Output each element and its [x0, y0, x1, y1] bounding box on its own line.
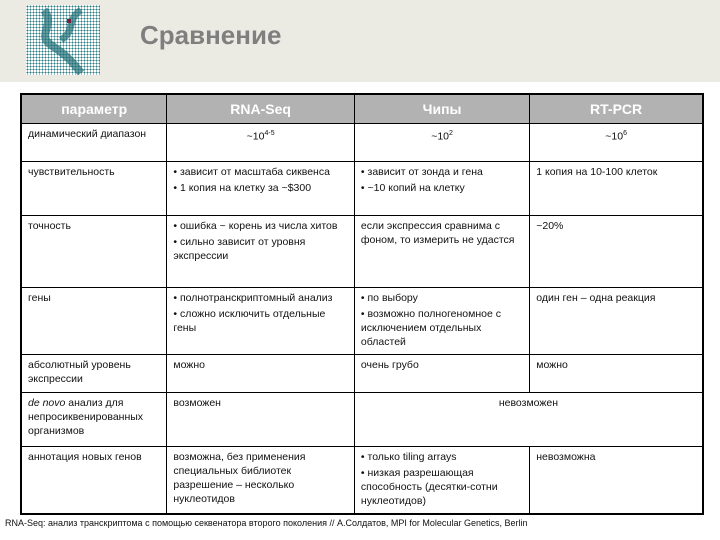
value-base: ~10	[431, 130, 450, 143]
value-exponent: 2	[449, 130, 453, 137]
cell-line: ~20%	[536, 220, 564, 232]
table-cell	[167, 124, 355, 162]
cell-line: • низкая разрешающая способность (десятки-сотни нуклеотидов)	[360, 467, 498, 507]
table-cell	[167, 288, 355, 355]
cell-line: • зависит от масштаба сиквенса	[173, 166, 330, 178]
table-cell	[167, 355, 355, 393]
table-cell	[530, 216, 703, 288]
table-row	[21, 288, 703, 355]
table-cell	[354, 124, 529, 162]
table-row	[21, 447, 703, 515]
header-cell: Чипы	[354, 94, 529, 124]
row-label: динамический диапазон	[21, 124, 167, 162]
label-italic: de novo	[28, 397, 66, 409]
table-cell	[530, 162, 703, 216]
table-cell: возможен	[167, 393, 355, 447]
cell-line: 1 копия на 10-100 клеток	[536, 166, 658, 178]
table-row	[21, 393, 703, 447]
cell-line: один ген – одна реакция	[536, 292, 656, 304]
cell-line: • ошибка ~ корень из числа хитов	[173, 220, 338, 232]
value-base: ~10	[605, 130, 624, 143]
header-cell: параметр	[21, 94, 167, 124]
row-label: чувствительность	[21, 162, 167, 216]
table-row	[21, 355, 703, 393]
table-cell	[167, 216, 355, 288]
cell-line: • полнотранскриптомный анализ	[173, 292, 333, 304]
header-cell: RNA-Seq	[167, 94, 355, 124]
dna-logo-icon	[26, 5, 100, 75]
table-row	[21, 216, 703, 288]
table-cell	[530, 288, 703, 355]
table-cell	[167, 162, 355, 216]
table-cell	[530, 355, 703, 393]
table-cell	[530, 447, 703, 515]
cell-line: если экспрессия сравнима с фоном, то измерить не удастся	[360, 220, 515, 246]
cell-line: можно	[536, 359, 568, 371]
row-label: гены	[21, 288, 167, 355]
cell-line: • сложно исключить отдельные гены	[173, 308, 326, 334]
table-cell	[354, 355, 529, 393]
row-label: точность	[21, 216, 167, 288]
value-exponent: 4-5	[264, 130, 275, 137]
cell-line: • возможно полногеномное с исключением отдельных областей	[360, 308, 502, 348]
footer-citation: RNA-Seq: анализ транскриптома с помощью секвенатора второго поколения // А.Солдатов, MPI for Molecular Genetics, Berlin	[5, 518, 528, 528]
table-row	[21, 162, 703, 216]
table-header-row	[21, 94, 703, 124]
table-cell	[354, 216, 529, 288]
value-base: ~10	[246, 130, 265, 143]
cell-line: • только tiling arrays	[360, 451, 457, 463]
comparison-table	[20, 93, 704, 515]
row-label: абсолютный уровень экспрессии	[21, 355, 167, 393]
cell-line: очень грубо	[360, 359, 419, 371]
label-text: анализ для непросиквенированных организмов	[28, 397, 144, 437]
table-cell	[354, 288, 529, 355]
cell-line: • зависит от зонда и гена	[360, 166, 483, 178]
table-cell	[530, 124, 703, 162]
cell-line: невозможна	[536, 451, 596, 463]
table-row	[21, 124, 703, 162]
cell-line: можно	[173, 359, 205, 371]
table-cell	[354, 162, 529, 216]
row-label: аннотация новых генов	[21, 447, 167, 515]
cell-line: • сильно зависит от уровня экспрессии	[173, 236, 306, 262]
cell-line: • по выбору	[360, 292, 418, 304]
value-exponent: 6	[623, 130, 627, 137]
header-cell: RT-PCR	[530, 94, 703, 124]
row-label	[21, 393, 167, 447]
table-cell	[354, 447, 529, 515]
cell-line: возможна, без применения специальных библиотек разрешение – несколько нуклеотидов	[173, 451, 306, 505]
page-title: Сравнение	[140, 20, 282, 50]
table-cell	[167, 447, 355, 515]
table-cell: невозможен	[354, 393, 703, 447]
cell-line: • 1 копия на клетку за ~$300	[173, 182, 312, 194]
header-band	[0, 0, 720, 82]
cell-line: • ~10 копий на клетку	[360, 182, 465, 194]
